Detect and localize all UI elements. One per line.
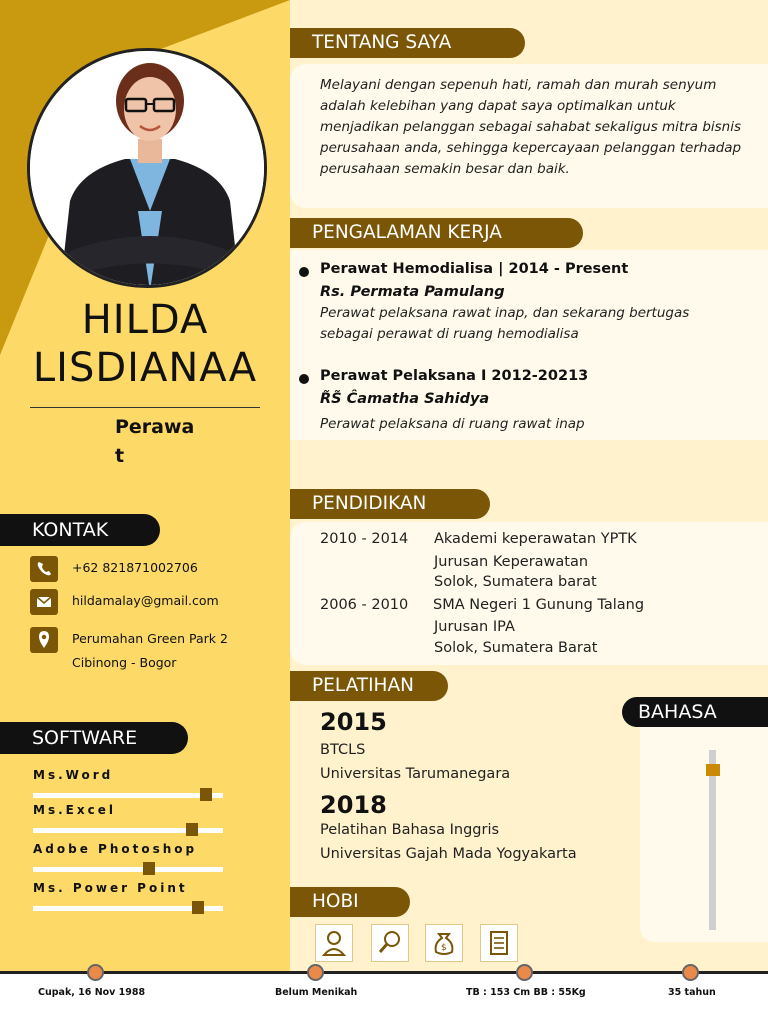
job-desc: Perawat pelaksana di ruang rawat inap xyxy=(320,416,585,432)
training-name: BTCLS xyxy=(320,742,366,758)
email-address[interactable]: hildamalay@gmail.com xyxy=(72,593,219,608)
language-level-knob[interactable] xyxy=(706,764,720,776)
job-desc: Perawat pelaksana rawat inap, dan sekarang bertugas sebagai perawat di ruang hemodialisa xyxy=(320,305,690,342)
address-line-2: Cibinong - Bogor xyxy=(72,655,177,670)
magnifier-icon xyxy=(371,924,409,962)
job-place: Rs. Permata Pamulang xyxy=(320,284,505,300)
edu-years: 2006 - 2010 xyxy=(320,597,409,613)
language-card xyxy=(640,714,768,942)
svg-text:$: $ xyxy=(441,943,447,953)
language-heading: BAHASA xyxy=(622,697,768,727)
job-title: Perawat Hemodialisa | 2014 - Present xyxy=(320,261,629,277)
software-skill-label: Ms.Word xyxy=(33,768,114,782)
software-skill-knob[interactable] xyxy=(192,901,204,914)
edu-school: Akademi keperawatan YPTK xyxy=(434,531,637,547)
footer-status: Belum Menikah xyxy=(275,987,358,998)
software-skill-knob[interactable] xyxy=(143,862,155,875)
language-level-track xyxy=(709,750,716,930)
left-sidebar xyxy=(0,0,290,972)
contact-phone-row xyxy=(30,556,270,584)
software-skill-bar xyxy=(33,867,223,872)
job-role: Perawat xyxy=(115,416,195,467)
address-line-1: Perumahan Green Park 2 xyxy=(72,631,228,646)
timeline-dot xyxy=(682,964,699,981)
user-icon xyxy=(315,924,353,962)
job-place: R̃S̃ Ĉamatha Sahidya xyxy=(320,391,490,407)
software-skill-bar xyxy=(33,828,223,833)
software-skill-knob[interactable] xyxy=(200,788,212,801)
footer-age: 35 tahun xyxy=(668,987,716,998)
contact-email-row xyxy=(30,589,270,617)
edu-location: Solok, Sumatera Barat xyxy=(434,640,598,656)
training-year: 2015 xyxy=(320,708,387,736)
profile-photo xyxy=(27,48,267,288)
training-year: 2018 xyxy=(320,791,387,819)
software-skill-bar xyxy=(33,906,223,911)
about-text: Melayani dengan sepenuh hati, ramah dan murah senyum adalah kelebihan yang dapat saya optimalkan untuk menjadikan pelanggan sebagai sahabat sekaligus mitra bisnis perusahaan anda, sehingga kepercayaan pelanggan terhadap perusahaan semakin besar dan baik. xyxy=(320,77,742,177)
training-org: Universitas Gajah Mada Yogyakarta xyxy=(320,846,577,862)
software-skill-label: Adobe Photoshop xyxy=(33,842,198,856)
contact-address-row xyxy=(30,627,270,673)
software-heading: SOFTWARE xyxy=(0,722,188,754)
timeline-dot xyxy=(516,964,533,981)
job-bullet xyxy=(299,267,309,277)
software-skill-bar xyxy=(33,793,223,798)
mail-icon xyxy=(30,589,58,615)
training-org: Universitas Tarumanegara xyxy=(320,766,511,782)
footer-timeline xyxy=(0,971,768,974)
timeline-dot xyxy=(307,964,324,981)
edu-major: Jurusan IPA xyxy=(434,619,515,635)
footer-physique: TB : 153 Cm BB : 55Kg xyxy=(466,987,586,998)
phone-icon xyxy=(30,556,58,582)
training-heading: PELATIHAN xyxy=(290,671,448,701)
phone-number: +62 821871002706 xyxy=(72,561,198,575)
software-skill-label: Ms. Power Point xyxy=(33,881,188,895)
experience-heading: PENGALAMAN KERJA xyxy=(290,218,583,248)
hobby-heading: HOBI xyxy=(290,887,410,917)
name-divider xyxy=(30,407,260,408)
edu-school: SMA Negeri 1 Gunung Talang xyxy=(433,597,645,613)
edu-location: Solok, Sumatera barat xyxy=(434,574,597,590)
experience-card xyxy=(290,250,768,440)
education-heading: PENDIDIKAN xyxy=(290,489,490,519)
money-bag-icon xyxy=(425,924,463,962)
edu-major: Jurusan Keperawatan xyxy=(434,554,589,570)
location-pin-icon xyxy=(30,627,58,653)
footer xyxy=(0,974,768,1024)
footer-birth: Cupak, 16 Nov 1988 xyxy=(38,987,146,998)
edu-years: 2010 - 2014 xyxy=(320,531,409,547)
job-bullet xyxy=(299,374,309,384)
person-portrait-icon xyxy=(30,51,267,288)
training-name: Pelatihan Bahasa Inggris xyxy=(320,822,500,838)
full-name: HILDA LISDIANAA xyxy=(32,297,258,391)
timeline-dot xyxy=(87,964,104,981)
software-skill-knob[interactable] xyxy=(186,823,198,836)
notepad-icon xyxy=(480,924,518,962)
job-title: Perawat Pelaksana I 2012-20213 xyxy=(320,368,589,384)
software-skill-label: Ms.Excel xyxy=(33,803,116,817)
contact-heading: KONTAK xyxy=(0,514,160,546)
about-heading: TENTANG SAYA xyxy=(290,28,525,58)
